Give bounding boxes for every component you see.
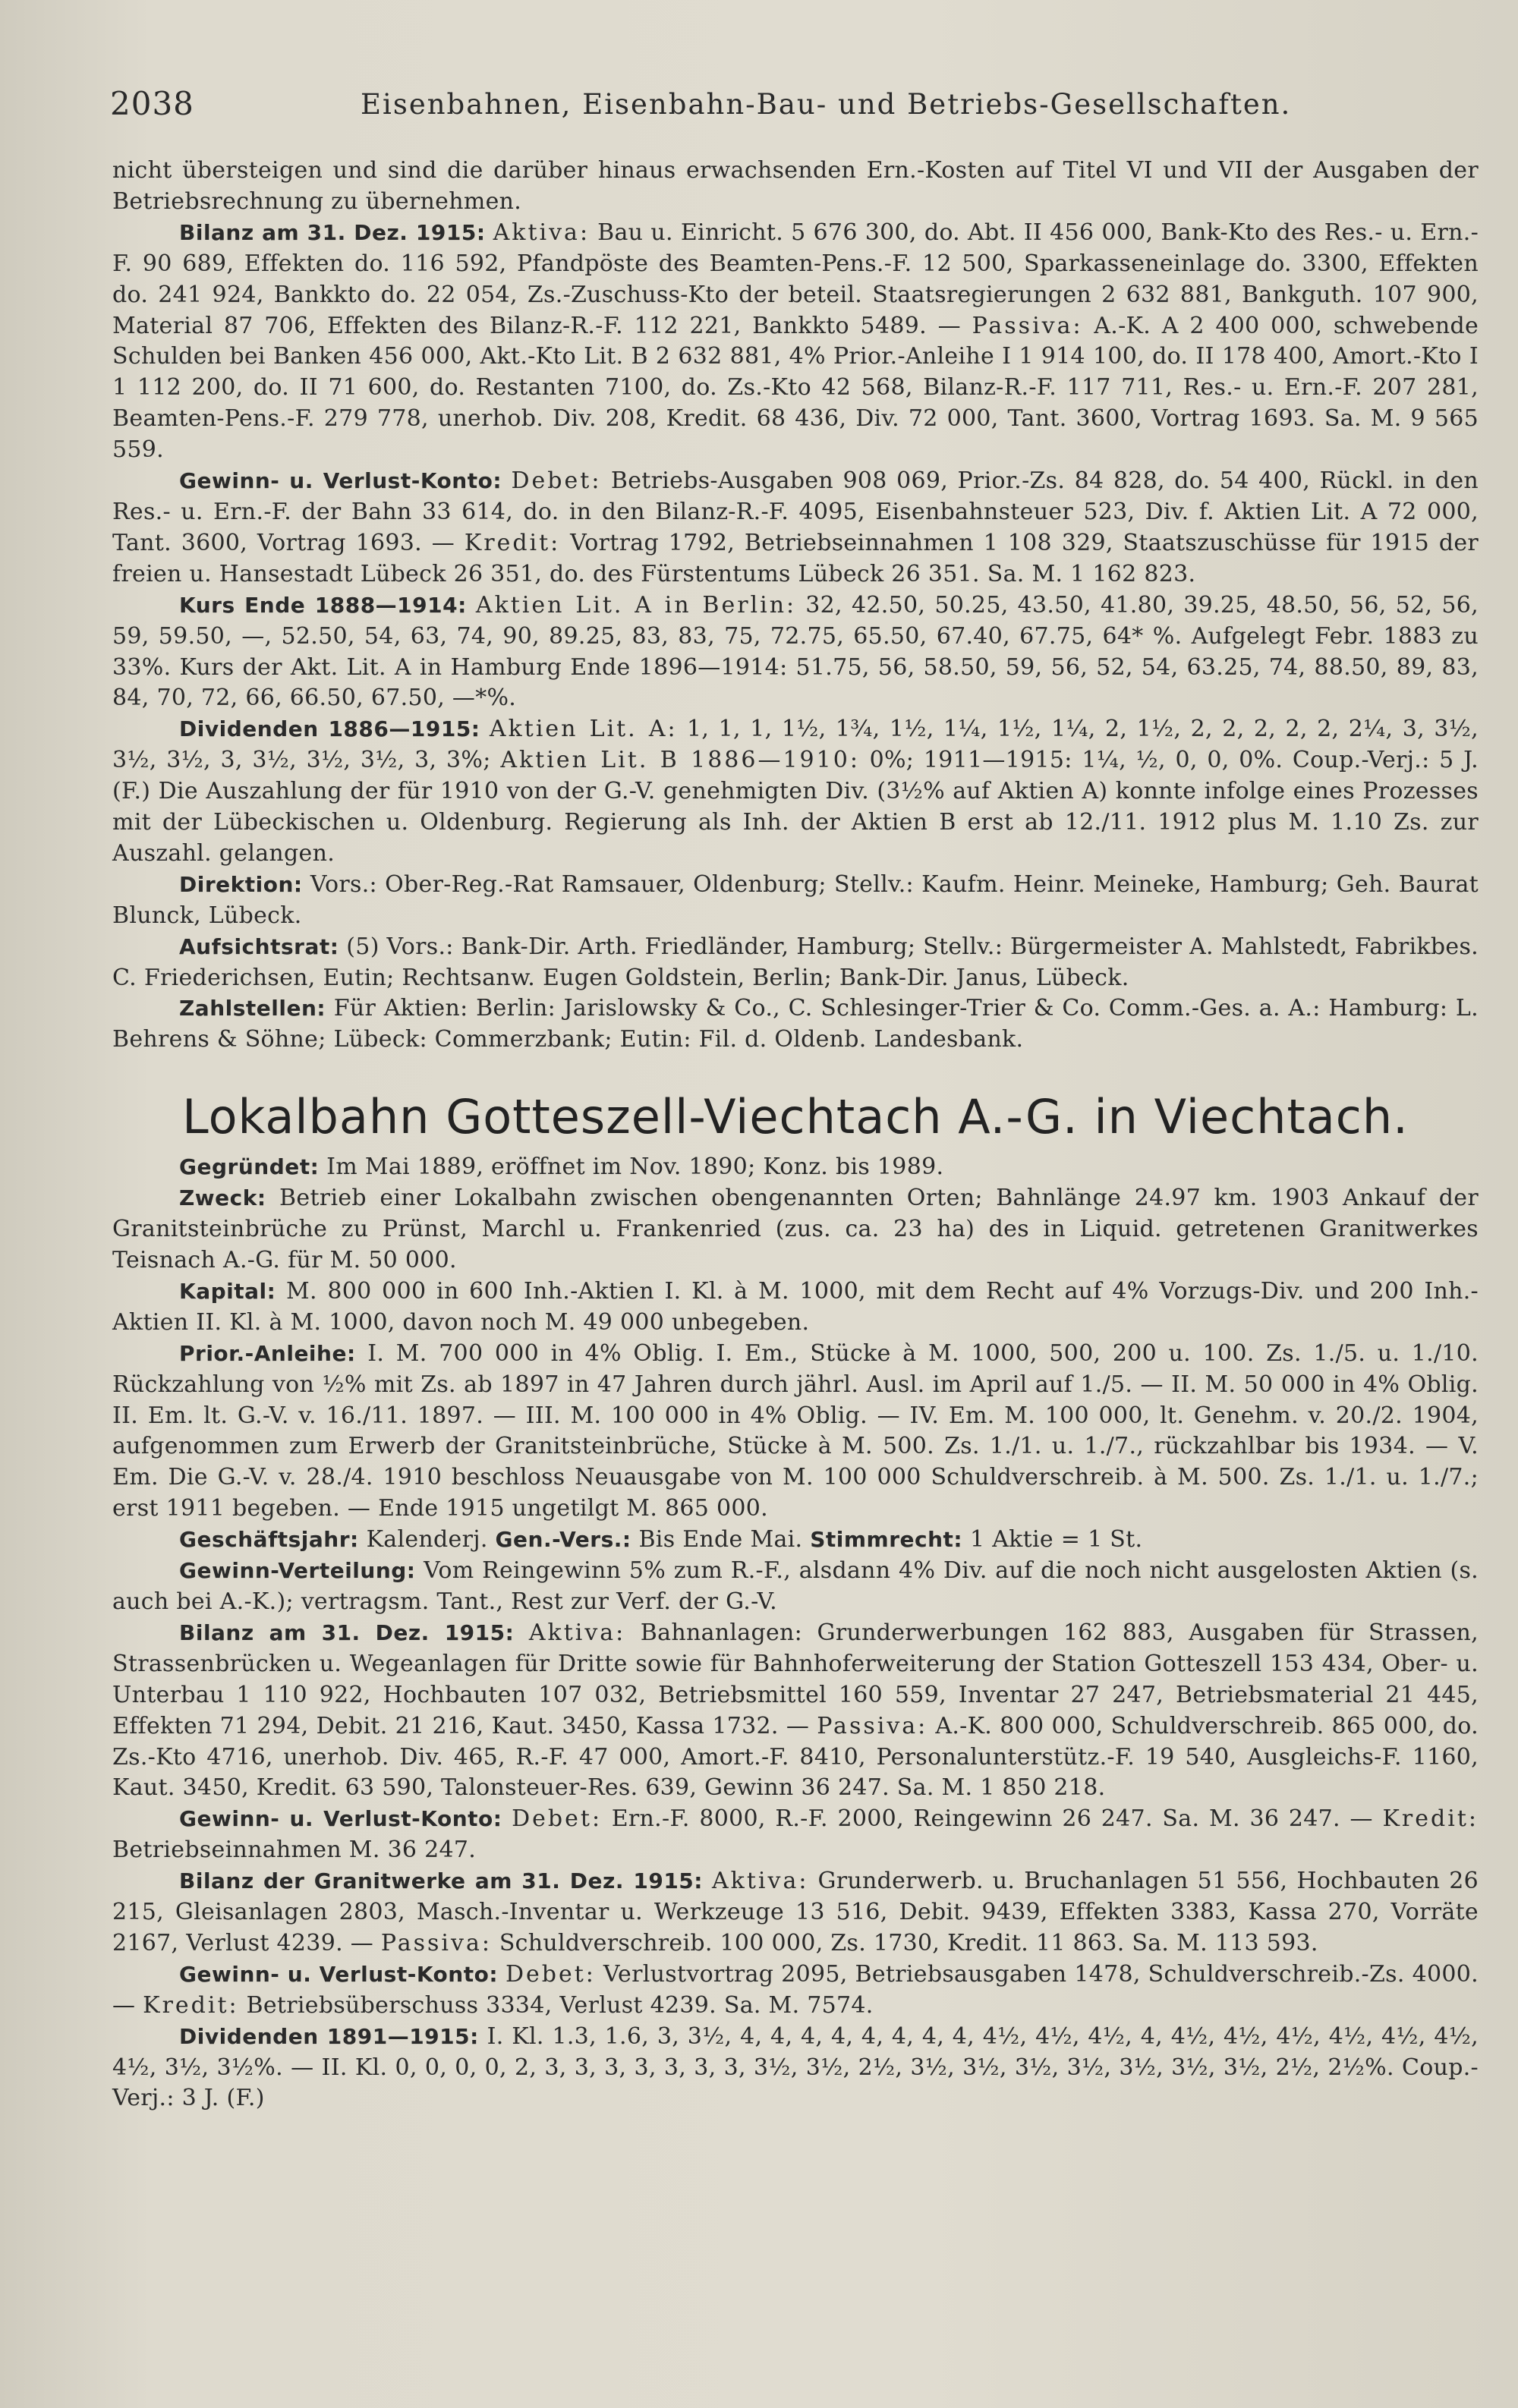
kapital [112, 1276, 1479, 1339]
section-text: Vortrag 1792, Betriebseinnahmen 1 108 329, Staatszuschüsse für 1915 der freien u. Hansestadt Lübeck 26 351, do. des Fürstentums Lübeck 26 351. Sa. M. 1 162 823. [112, 529, 1479, 587]
section-text: Bahnanlagen: Grunderwerbungen 162 883, Ausgaben für Strassen, Strassenbrücken u. Wegeanlagen für Dritte sowie für Bahnhoferweiterung der Station Gotteszell 153 434, Ober- u. Unterbau 1 110 922, Hochbauten 107 032, Betriebsmittel 160 559, Inventar 27 247, Betriebsmaterial 21 445, Effekten 71 294, Debit. 21 216, Kaut. 3450, Kassa 1732. — [112, 1619, 1479, 1739]
section-text: Schuldverschreib. 100 000, Zs. 1730, Kredit. 11 863. Sa. M. 113 593. [499, 1929, 1318, 1956]
section-text: Betriebs-Ausgaben 908 069, Prior.-Zs. 84 828, do. 54 400, Rückl. in den Res.- u. Ern.-F. der Bahn 33 614, do. in den Bilanz-R.-F. 4095, Eisenbahnsteuer 523, Div. f. Aktien Lit. A 72 000, Tant. 3600, Vortrag 1693. — [112, 467, 1479, 556]
section-heading: Kurs Ende 1888—1914: [179, 592, 467, 618]
kurs-label: Aktien Lit. A in Berlin: [475, 591, 797, 619]
section-heading: Zweck: [179, 1185, 266, 1211]
section-text: M. 800 000 in 600 Inh.-Aktien I. Kl. à M. 1000, mit dem Recht auf 4% Vorzugs-Div. und 200 Inh.-Aktien II. Kl. à M. 1000, davon noch M. 49 000 unbegeben. [112, 1277, 1479, 1336]
section-text: (5) Vors.: Bank-Dir. Arth. Friedländer, Hamburg; Stellv.: Bürgermeister A. Mahlstedt, Fabrikbes. C. Friederichsen, Eutin; Rechtsanw. Eugen Goldstein, Berlin; Bank-Dir. Janus, Lübeck. [112, 933, 1479, 991]
gewinn-verteilung [112, 1556, 1479, 1618]
section-text: I. Kl. 1.3, 1.6, 3, 3½, 4, 4, 4, 4, 4, 4, 4, 4, 4½, 4½, 4½, 4, 4½, 4½, 4½, 4½, 4½, 4½, 4½, 3½, 3½%. — II. Kl. 0, 0, 0, 0, 2, 3, 3, 3, 3, 3, 3, 3, 3½, 3½, 2½, 3½, 3½, 3½, 3½, 3½, 3½, 3½, 2½, 2½%. Coup.-Verj.: 3 J. (F.) [112, 2022, 1479, 2112]
passiva-label: Passiva: [817, 1712, 928, 1739]
section-text: Kalenderj. [366, 1526, 488, 1553]
section-text: Bau u. Einricht. 5 676 300, do. Abt. II 456 000, Bank-Kto des Res.- u. Ern.-F. 90 689, Effekten do. 116 592, Pfandpöste des Beamten-Pens.-F. 12 500, Sparkasseneinlage do. 3300, Effekten do. 241 924, Bankkto do. 22 054, Zs.-Zuschuss-Kto der beteil. Staatsregierungen 2 632 881, Bankguth. 107 900, Material 87 706, Effekten des Bilanz-R.-F. 112 221, Bankkto 5489. — [112, 219, 1479, 339]
section-heading: Gewinn- u. Verlust-Konto: [179, 1961, 499, 1987]
section-text: Bis Ende Mai. [638, 1526, 803, 1553]
section-heading: Aufsichtsrat: [179, 933, 339, 959]
section-text: Vom Reingewinn 5% zum R.-F., alsdann 4% Div. auf die noch nicht ausgelosten Aktien (s. auch bei A.-K.); vertragsm. Tant., Rest zur Verf. der G.-V. [112, 1557, 1479, 1615]
section-heading: Kapital: [179, 1278, 276, 1304]
kredit-label: Kredit: [1382, 1805, 1479, 1833]
section-text: Im Mai 1889, eröffnet im Nov. 1890; Konz. bis 1989. [326, 1154, 944, 1181]
continuation-paragraph: nicht übersteigen und sind die darüber hinaus erwachsenden Ern.-Kosten auf Titel VI und VII der Ausgaben der Betriebsrechnung zu übernehmen. [112, 157, 1479, 215]
section-heading: Stimmrecht: [810, 1527, 963, 1553]
section-text: Vors.: Ober-Reg.-Rat Ramsauer, Oldenburg; Stellv.: Kaufm. Heinr. Meineke, Hamburg; Geh. Baurat Blunck, Lübeck. [112, 870, 1479, 929]
debet-label: Debet: [512, 1805, 603, 1833]
section-heading: Gegründet: [179, 1154, 320, 1180]
passiva-label: Passiva: [972, 312, 1083, 339]
prev-kurs [112, 590, 1479, 715]
aktiva-label: Aktiva: [528, 1619, 626, 1646]
section-text: Für Aktien: Berlin: Jarislowsky & Co., C. Schlesinger-Trier & Co. Comm.-Ges. a. A.: Hamburg: L. Behrens & Söhne; Lübeck: Commerzbank; Eutin: Fil. d. Oldenb. Landesbank. [112, 995, 1479, 1053]
prev-aufsichtsrat [112, 932, 1479, 994]
section-heading: Prior.-Anleihe: [179, 1340, 356, 1366]
passiva-label: Passiva: [380, 1929, 492, 1956]
div-label-a: Aktien Lit. A: [489, 716, 678, 743]
debet-label: Debet: [505, 1960, 596, 1988]
page-header [110, 85, 1461, 131]
section-text: I. M. 700 000 in 4% Oblig. I. Em., Stücke à M. 1000, 500, 200 u. 100. Zs. 1./5. u. 1./10. Rückzahlung von ½% mit Zs. ab 1897 in 47 Jahren durch jährl. Ausl. im April auf 1./5. — II. M. 50 000 in 4% Oblig. II. Em. lt. G.-V. v. 16./11. 1897. — III. M. 100 000 in 4% Oblig. — IV. Em. M. 100 000, lt. Genehm. v. 20./2. 1904, aufgenommen zum Erwerb der Granitsteinbrüche, Stücke à M. 500. Zs. 1./1. u. 1./7., rückzahlbar bis 1934. — V. Em. Die G.-V. v. 28./4. 1910 beschloss Neuausgabe von M. 100 000 Schuldverschreib. à M. 500. Zs. 1./1. u. 1./7.; erst 1911 begeben. — Ende 1915 ungetilgt M. 865 000. [112, 1339, 1479, 1522]
section-heading: Geschäftsjahr: [179, 1527, 359, 1553]
aktiva-label: Aktiva: [493, 219, 591, 246]
gewinn-verlust [112, 1804, 1479, 1866]
prev-dividenden [112, 714, 1479, 870]
prior-anleihe [112, 1339, 1479, 1525]
div-label-b: Aktien Lit. B 1886—1910: [500, 747, 860, 774]
section-text: Betrieb einer Lokalbahn zwischen obengenannten Orten; Bahnlänge 24.97 km. 1903 Ankauf der Granitsteinbrüche zu Prünst, Marchl u. Frankenried (zus. ca. 23 ha) des in Liquid. getretenen Granitwerkes Teisnach A.-G. für M. 50 000. [112, 1185, 1479, 1273]
gegruendet [112, 1152, 1479, 1183]
dividenden [112, 2022, 1479, 2115]
section-heading: Zahlstellen: [179, 996, 326, 1021]
section-text: Betriebsüberschuss 3334, Verlust 4239. Sa. M. 7574. [246, 1991, 874, 2019]
debet-label: Debet: [511, 467, 602, 495]
section-heading: Direktion: [179, 871, 303, 897]
prev-gewinn-verlust [112, 466, 1479, 590]
section-text: Ern.-F. 8000, R.-F. 2000, Reingewinn 26 247. Sa. M. 36 247. — [611, 1805, 1373, 1833]
gewinn-verlust-granitwerke [112, 1959, 1479, 2022]
section-text: 1 Aktie = 1 St. [969, 1526, 1143, 1553]
section-text: 1, 1, 1, 1½, 1¾, 1½, 1¼, 1½, 1¼, 2, 1½, 2, 2, 2, 2, 2, 2¼, 3, 3½, 3½, 3½, 3, 3½, 3½, 3½, 3, 3%; [112, 716, 1479, 774]
bilanz-granitwerke [112, 1866, 1479, 1959]
section-heading: Bilanz am 31. Dez. 1915: [179, 1619, 515, 1645]
aktiva-label: Aktiva: [712, 1868, 809, 1895]
section-heading: Bilanz am 31. Dez. 1915: [179, 219, 486, 245]
kredit-label: Kredit: [143, 1991, 239, 2019]
section-text: Betriebseinnahmen M. 36 247. [112, 1837, 477, 1864]
bilanz [112, 1618, 1479, 1804]
running-title: Eisenbahnen, Eisenbahn-Bau- und Betriebs-Gesellschaften. [361, 88, 1292, 121]
section-text: A.-K. A 2 400 000, schwebende Schulden bei Banken 456 000, Akt.-Kto Lit. B 2 632 881, 4% Prior.-Anleihe I 1 914 100, do. II 178 400, Amort.-Kto I 1 112 200, do. II 71 600, do. Restanten 7100, do. Zs.-Kto 42 568, Bilanz-R.-F. 117 711, Res.- u. Ern.-F. 207 281, Beamten-Pens.-F. 279 778, unerhob. Div. 208, Kredit. 68 436, Div. 72 000, Tant. 3600, Vortrag 1693. Sa. M. 9 565 559. [112, 312, 1479, 464]
page-body [112, 156, 1479, 2114]
section-heading: Bilanz der Granitwerke am 31. Dez. 1915: [179, 1868, 703, 1894]
section-heading: Dividenden 1886—1915: [179, 716, 480, 742]
prev-zahlstellen [112, 993, 1479, 1056]
page-number: 2038 [110, 85, 194, 122]
section-heading: Gewinn- u. Verlust-Konto: [179, 468, 502, 494]
section-heading: Gen.-Vers.: [495, 1527, 631, 1553]
section-text: 32, 42.50, 50.25, 43.50, 41.80, 39.25, 48.50, 56, 52, 56, 59, 59.50, —, 52.50, 54, 63, 74, 90, 89.25, 83, 83, 75, 72.75, 65.50, 67.40, 67.75, 64* %. Aufgelegt Febr. 1883 zu 33%. Kurs der Akt. Lit. A in Hamburg Ende 1896—1914: 51.75, 56, 58.50, 59, 56, 52, 54, 63.25, 74, 88.50, 89, 83, 84, 70, 72, 66, 66.50, 67.50, —*%. [112, 591, 1479, 712]
geschaeftsjahr [112, 1525, 1479, 1556]
company-title: Lokalbahn Gotteszell-Viechtach A.-G. in Viechtach. [182, 1089, 1409, 1145]
section-heading: Dividenden 1891—1915: [179, 2023, 479, 2049]
section-text: 0%; 1911—1915: 1¼, ½, 0, 0, 0%. Coup.-Verj.: 5 J. (F.) Die Auszahlung der für 1910 von der G.-V. genehmigten Div. (3½% auf Aktien A) konnte infolge eines Prozesses mit der Lübeckischen u. Oldenburg. Regierung als Inh. der Aktien B erst ab 12./11. 1912 plus M. 1.10 Zs. zur Auszahl. gelangen. [112, 747, 1479, 867]
zweck [112, 1183, 1479, 1276]
section-text: A.-K. 800 000, Schuldverschreib. 865 000, do. Zs.-Kto 4716, unerhob. Div. 465, R.-F. 47 000, Amort.-F. 8410, Personalunterstütz.-F. 19 540, Ausgleichs-F. 1160, Kaut. 3450, Kredit. 63 590, Talonsteuer-Res. 639, Gewinn 36 247. Sa. M. 1 850 218. [112, 1712, 1479, 1802]
section-text: Verlustvortrag 2095, Betriebsausgaben 1478, Schuldverschreib.-Zs. 4000. — [112, 1960, 1479, 2019]
prev-bilanz [112, 218, 1479, 466]
section-heading: Gewinn-Verteilung: [179, 1558, 416, 1584]
prev-direktion [112, 870, 1479, 932]
section-text: Grunderwerb. u. Bruchanlagen 51 556, Hochbauten 26 215, Gleisanlagen 2803, Masch.-Inventar u. Werkzeuge 13 516, Debit. 9439, Effekten 3383, Kassa 270, Vorräte 2167, Verlust 4239. — [112, 1868, 1479, 1956]
kredit-label: Kredit: [464, 529, 561, 556]
section-heading: Gewinn- u. Verlust-Konto: [179, 1806, 502, 1832]
